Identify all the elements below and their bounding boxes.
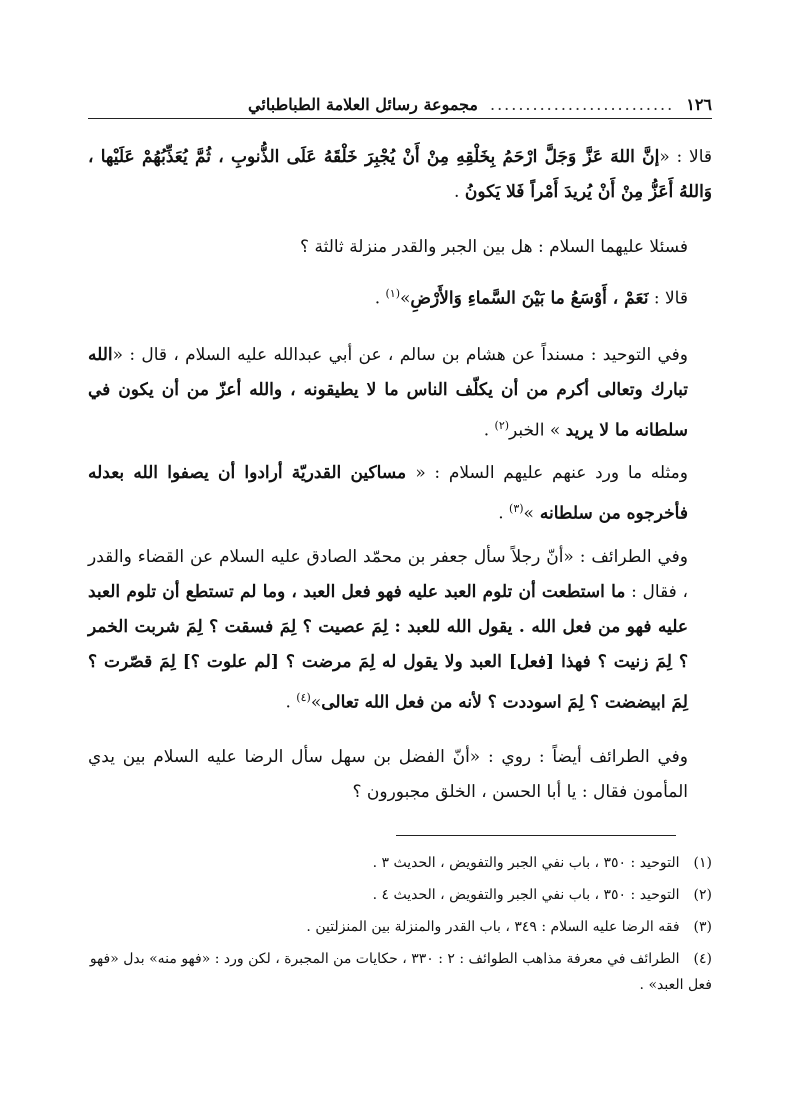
footnote-text: فقه الرضا عليه السلام : ٣٤٩ ، باب القدر والمنزلة بين المنزلتين .	[306, 919, 680, 935]
p4-quote: الله تبارك وتعالى أكرم من أن يكلّف الناس ما لا يطيقونه ، والله أعزّ من أن يكون في سلطانه ما لا يريد	[88, 345, 688, 441]
paragraph-3	[88, 276, 712, 317]
p4-tail: » الخبر	[509, 420, 566, 441]
p5-text: ومثله ما ورد عنهم عليهم السلام : «	[415, 463, 688, 483]
p6-quote: ما استطعت أن تلوم العبد عليه فهو فعل العبد ، وما لم تستطع أن تلوم العبد عليه فهو من فعل الله . يقول الله للعبد : لِمَ عصيت ؟ لِمَ فسقت ؟ لِمَ شربت الخمر ؟ لِمَ زنيت ؟ فهذا [فعل] العبد ولا يقول له لِمَ مرضت ؟ [لم علوت ؟] لِمَ قصّرت ؟ لِمَ ابيضضت ؟ لِمَ اسوددت ؟ لأنه من فعل الله تعالى	[88, 582, 688, 713]
header-dots: ..........................	[489, 95, 675, 114]
p3-quote: نَعَمْ ، أَوْسَعُ ما بَيْنَ السَّماءِ وَالأَرْضِ	[410, 288, 649, 309]
paragraph-4	[88, 338, 712, 449]
paragraph-6	[88, 540, 712, 721]
footnote-ref-1[interactable]: (١)	[385, 287, 401, 300]
p3-lead: قالا :	[648, 288, 688, 309]
p1-quote: إنَّ اللهَ عَزَّ وَجَلَّ ارْحَمُ بِخَلْقِهِ مِنْ أَنْ يُجْبِرَ خَلْقَهُ عَلَى الذُّنوبِ ، ثُمَّ يُعَذِّبُهُمْ عَلَيْها ، وَاللهُ أَعَزُّ مِنْ أَنْ يُريدَ أَمْراً فَلا يَكونُ	[88, 147, 712, 202]
footnote-divider	[396, 835, 676, 836]
footnote-number: (٣)	[693, 919, 712, 935]
p4-end: .	[483, 420, 495, 441]
footnote-1	[88, 850, 712, 876]
footnote-2	[88, 882, 712, 908]
footnote-ref-2[interactable]: (٢)	[494, 419, 510, 432]
p4-text: وفي التوحيد : مسنداً عن هشام بن سالم ، عن أبي عبدالله عليه السلام ، قال : «	[112, 345, 688, 365]
p6-end: .	[285, 692, 297, 713]
p6-text: وفي الطرائف : «أنّ رجلاً سأل جعفر بن محمّد الصادق عليه السلام عن القضاء والقدر ، فقال :	[88, 547, 688, 602]
footnote-ref-3[interactable]: (٣)	[509, 502, 524, 515]
p1-lead: قالا : «	[659, 147, 712, 167]
p6-tail: »	[310, 692, 322, 713]
paragraph-2	[88, 230, 712, 265]
paragraph-5	[88, 456, 712, 532]
footnote-4	[88, 946, 712, 998]
footnote-number: (١)	[693, 855, 712, 871]
p3-end: .	[374, 288, 386, 309]
p5-tail: »	[523, 503, 534, 524]
footnote-ref-4[interactable]: (٤)	[296, 691, 311, 704]
running-header	[88, 88, 712, 119]
p5-quote: مساكين القدريّة أرادوا أن يصفوا الله بعدله فأخرجوه من سلطانه	[88, 463, 688, 524]
p3-close: »	[400, 288, 411, 309]
footnote-number: (٢)	[693, 887, 712, 903]
book-title: مجموعة رسائل العلامة الطباطبائي	[248, 95, 478, 114]
footnote-text: الطرائف في معرفة مذاهب الطوائف : ٢ : ٣٣٠ ، حكايات من المجبرة ، لكن ورد : «فهو منه» بدل «فهو فعل العبد» .	[89, 951, 712, 993]
p2-text: فسئلا عليهما السلام : هل بين الجبر والقدر منزلة ثالثة ؟	[300, 237, 688, 257]
paragraph-7	[88, 740, 712, 810]
footnote-3	[88, 914, 712, 940]
footnote-text: التوحيد : ٣٥٠ ، باب نفي الجبر والتفويض ، الحديث ٣ .	[372, 855, 680, 871]
p1-end: .	[454, 182, 465, 202]
p5-end: .	[498, 503, 510, 524]
footnote-text: التوحيد : ٣٥٠ ، باب نفي الجبر والتفويض ، الحديث ٤ .	[372, 887, 680, 903]
paragraph-1	[88, 140, 712, 210]
footnote-number: (٤)	[693, 951, 712, 967]
page-number: ١٢٦	[686, 95, 712, 114]
p7-text: وفي الطرائف أيضاً : روي : «أنّ الفضل بن سهل سأل الرضا عليه السلام بين يدي المأمون فقال : يا أبا الحسن ، الخلق مجبورون ؟	[88, 747, 688, 802]
